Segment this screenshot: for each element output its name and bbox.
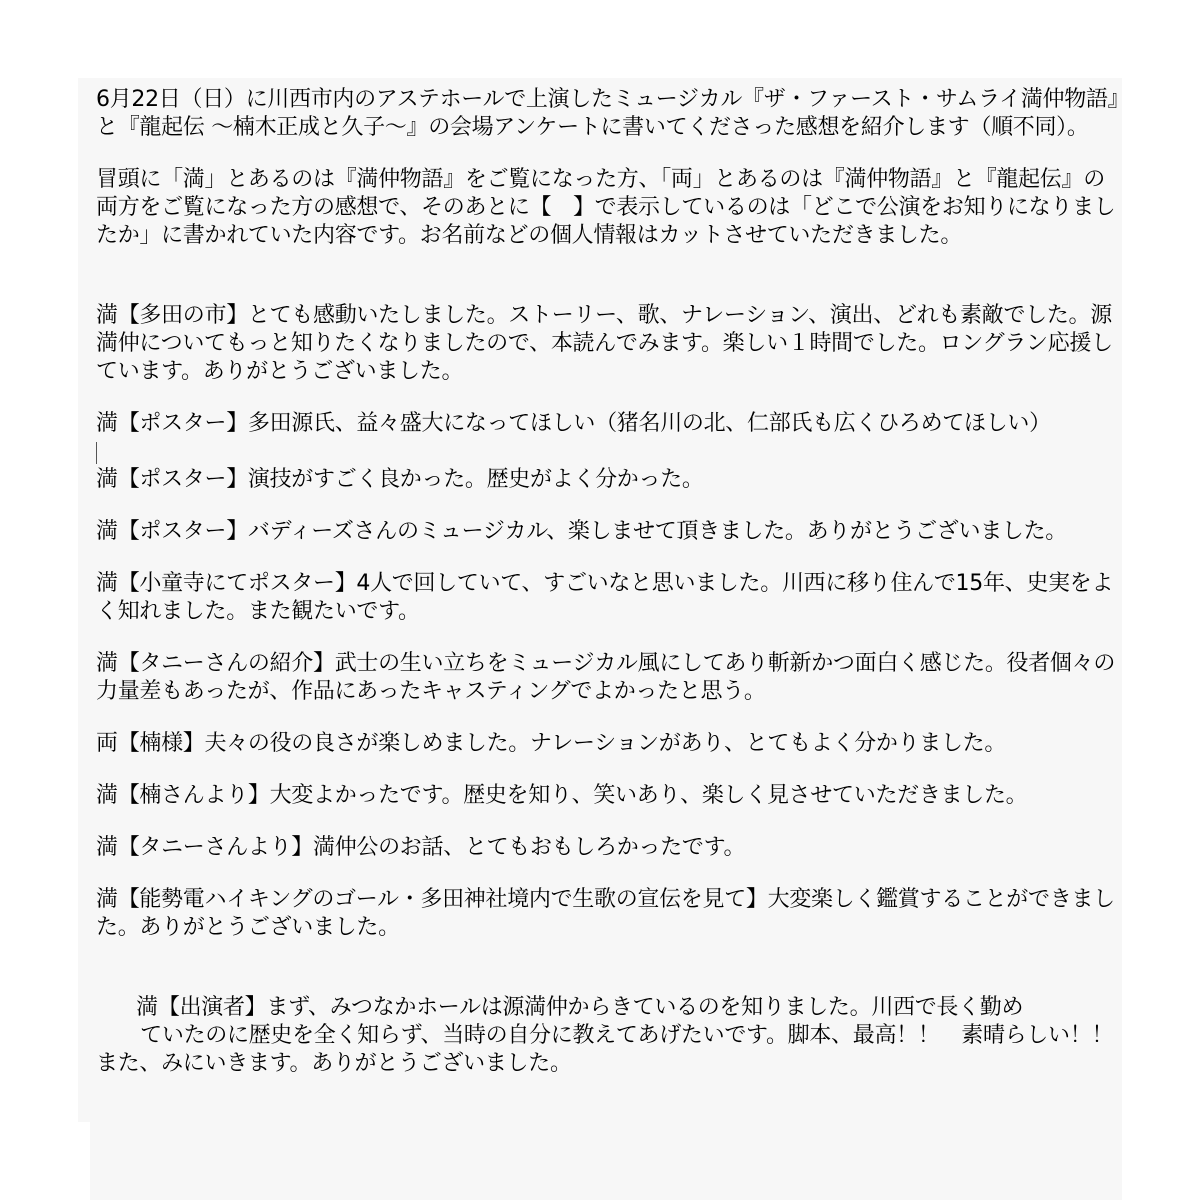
document-background-extension — [90, 1118, 1122, 1200]
text-cursor — [96, 442, 97, 464]
explanation-paragraph: 冒頭に「満」とあるのは『満仲物語』をご覧になった方、「両」とあるのは『満仲物語』と『龍起伝』の両方をご覧になった方の感想で、そのあとに【 】で表示しているのは「どこで公演をお知りになりましたか」に書かれていた内容です。お名前などの個人情報はカットさせていただきました。 — [96, 167, 1116, 248]
last-comment-main: 満【出演者】まず、みつなかホールは源満仲からきているのを知りました。川西で長く勤め — [136, 995, 1024, 1020]
comment-item: 満【ポスター】多田源氏、益々盛大になってほしい（猪名川の北、仁部氏も広くひろめてほしい） — [96, 411, 1051, 436]
comment-item: 満【タニーさんより】満仲公のお話、とてもおもしろかったです。 — [96, 835, 746, 860]
last-comment — [96, 966, 1135, 1106]
comment-item: 満【多田の市】とても感動いたしました。ストーリー、歌、ナレーション、演出、どれも素敵でした。源満仲についてもっと知りたくなりましたので、本読んでみます。楽しい１時間でした。ロングラン応援しています。ありがとうございました。 — [96, 303, 1113, 384]
document-text — [96, 86, 1135, 1106]
comment-item: 満【能勢電ハイキングのゴール・多田神社境内で生歌の宣伝を見て】大変楽しく鑑賞することができました。ありがとうございました。 — [96, 887, 1115, 940]
last-comment-tail: ていたのに歴史を全く知らず、当時の自分に教えてあげたいです。脚本、最高！！ 素晴らしい！！ また、みにいきます。ありがとうございました。 — [96, 1023, 1135, 1076]
comment-item: 満【ポスター】バディーズさんのミュージカル、楽しませて頂きました。ありがとうございました。 — [96, 519, 1068, 544]
comment-item: 満【ポスター】演技がすごく良かった。歴史がよく分かった。 — [96, 467, 704, 492]
comment-item: 両【楠様】夫々の役の良さが楽しめました。ナレーションがあり、とてもよく分かりました。 — [96, 731, 1007, 756]
comment-item: 満【楠さんより】大変よかったです。歴史を知り、笑いあり、楽しく見させていただきました。 — [96, 783, 1028, 808]
comment-item: 満【小童寺にてポスター】4人で回していて、すごいなと思いました。川西に移り住んで15年、史実をよく知れました。また観たいです。 — [96, 571, 1114, 624]
intro-paragraph: 6月22日（日）に川西市内のアステホールで上演したミュージカル『ザ・ファースト・サムライ満仲物語』と『龍起伝 ～楠木正成と久子～』の会場アンケートに書いてくださった感想を紹介します（順不同）。 — [96, 87, 1119, 140]
comment-item: 満【タニーさんの紹介】武士の生い立ちをミュージカル風にしてあり斬新かつ面白く感じた。役者個々の力量差もあったが、作品にあったキャスティングでよかったと思う。 — [96, 651, 1116, 704]
